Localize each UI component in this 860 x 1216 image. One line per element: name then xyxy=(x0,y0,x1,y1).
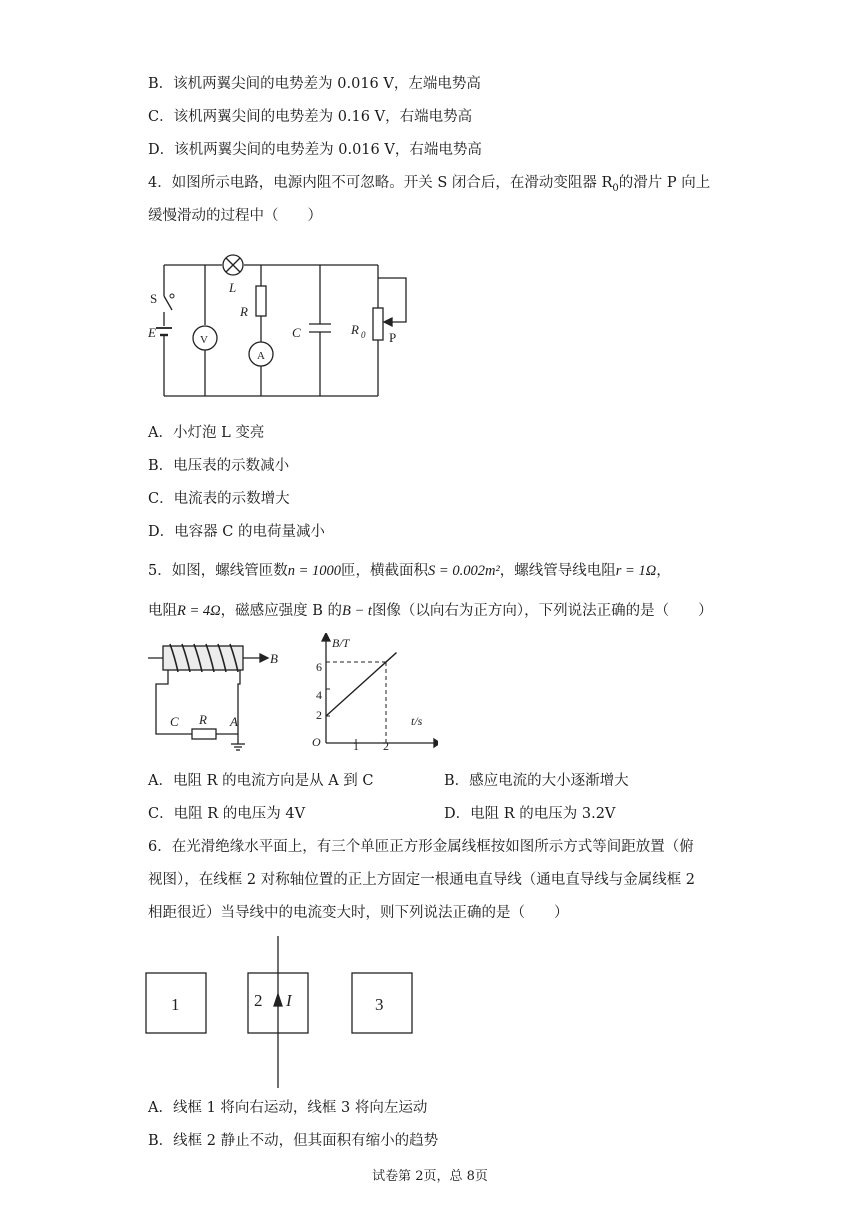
q3-option-d: D．该机两翼尖间的电势差为 0.016 V，右端电势高 xyxy=(148,142,482,158)
resistor-label: R xyxy=(240,304,248,319)
frame-2-label: 2 xyxy=(254,991,263,1010)
q6-stem-line1: 6．在光滑绝缘水平面上，有三个单匝正方形金属线框按如图所示方式等间距放置（俯 xyxy=(148,839,694,855)
slider-label: P xyxy=(389,330,397,345)
capacitor-label: C xyxy=(292,325,301,340)
q3-option-c: C．该机两翼尖间的电势差为 0.16 V，右端电势高 xyxy=(148,109,473,125)
q4-option-c: C．电流表的示数增大 xyxy=(148,491,290,507)
q4-option-b: B．电压表的示数减小 xyxy=(148,458,290,474)
graph-xtick-1: 1 xyxy=(353,739,359,751)
q5-resistance-expression: R = 4Ω xyxy=(177,603,221,619)
lamp-label: L xyxy=(229,280,237,295)
q4-stem-text: 4．如图所示电路，电源内阻不可忽略。开关 S 闭合后，在滑动变阻器 R xyxy=(148,175,613,191)
graph-xtick-2: 2 xyxy=(383,739,389,751)
battery-label: E xyxy=(148,325,156,340)
q5-stem-part: 5．如图，螺线管匝数 xyxy=(148,563,288,579)
resistor-r-label: R xyxy=(199,712,207,727)
current-arrow xyxy=(274,994,282,1006)
q5-stem-part: ，螺线管导线电阻 xyxy=(499,563,616,579)
graph-x-label: t/s xyxy=(411,714,423,728)
q4-stem-tail: 的滑片 P 向上 xyxy=(618,175,711,191)
q5-option-c: C．电阻 R 的电压为 4V xyxy=(148,806,306,822)
ammeter-label: A xyxy=(257,350,265,362)
q3-option-b: B．该机两翼尖间的电势差为 0.016 V，左端电势高 xyxy=(148,76,481,92)
q5-turns-expression: n = 1000 xyxy=(287,563,342,579)
q5-stem-line1 xyxy=(148,561,671,581)
q6-stem-line3: 相距很近）当导线中的电流变大时，则下列说法正确的是（ ） xyxy=(148,905,569,921)
q5-option-a: A．电阻 R 的电流方向是从 A 到 C xyxy=(148,773,374,789)
q5-area-expression: S = 0.002m² xyxy=(428,563,500,579)
q5-stem-line2 xyxy=(148,601,713,621)
q4-stem-line1 xyxy=(148,173,710,199)
q5-bt-graph xyxy=(308,633,438,751)
page-footer: 试卷第 2页，总 8页 xyxy=(372,1169,488,1184)
graph-y-label: B/T xyxy=(332,636,350,650)
graph-ytick-6: 6 xyxy=(316,660,322,674)
graph-ytick-4: 4 xyxy=(316,688,322,702)
graph-ytick-2: 2 xyxy=(316,708,322,722)
y-axis-arrow xyxy=(322,633,330,641)
x-axis-arrow xyxy=(434,739,438,747)
q5-solenoid-diagram xyxy=(148,636,278,754)
q4-circuit-diagram xyxy=(148,248,428,400)
point-a-label: A xyxy=(230,714,238,729)
q5-stem-part: ，磁感应强度 B 的 xyxy=(220,603,343,619)
field-direction-label: B xyxy=(270,651,278,666)
q5-option-b: B．感应电流的大小逐渐增大 xyxy=(444,773,629,789)
q5-stem-part: 电阻 xyxy=(148,603,177,619)
q5-stem-part: 匝，横截面积 xyxy=(341,563,429,579)
q6-frames-diagram xyxy=(140,936,440,1092)
switch-label: S xyxy=(150,291,158,306)
q4-option-a: A．小灯泡 L 变亮 xyxy=(148,425,265,441)
q5-option-d: D．电阻 R 的电压为 3.2V xyxy=(444,806,616,822)
voltmeter-label: V xyxy=(200,334,208,346)
q6-stem-line2: 视图），在线框 2 对称轴位置的正上方固定一根通电直导线（通电直导线与金属线框 2 xyxy=(148,872,696,888)
graph-origin-label: O xyxy=(312,735,321,749)
q5-coil-resistance-expression: r = 1Ω xyxy=(615,563,657,579)
point-c-label: C xyxy=(170,714,179,729)
q5-stem-part: 图像（以向右为正方向），下列说法正确的是（ ） xyxy=(371,603,713,619)
frame-3-label: 3 xyxy=(375,995,384,1014)
q4-option-d: D．电容器 C 的电荷量减小 xyxy=(148,524,325,540)
current-label: I xyxy=(286,991,292,1010)
frame-1-label: 1 xyxy=(171,995,180,1014)
rheostat-subscript: 0 xyxy=(361,330,366,340)
q6-option-a: A．线框 1 将向右运动，线框 3 将向左运动 xyxy=(148,1100,428,1116)
q4-stem-subscript: 0 xyxy=(612,182,619,194)
q5-stem-part: ， xyxy=(656,563,671,579)
q4-stem-line2: 缓慢滑动的过程中（ ） xyxy=(148,208,322,224)
q5-graph-expression: B − t xyxy=(342,603,372,619)
q6-option-b: B．线框 2 静止不动，但其面积有缩小的趋势 xyxy=(148,1133,439,1149)
rheostat-label: R xyxy=(351,322,359,337)
